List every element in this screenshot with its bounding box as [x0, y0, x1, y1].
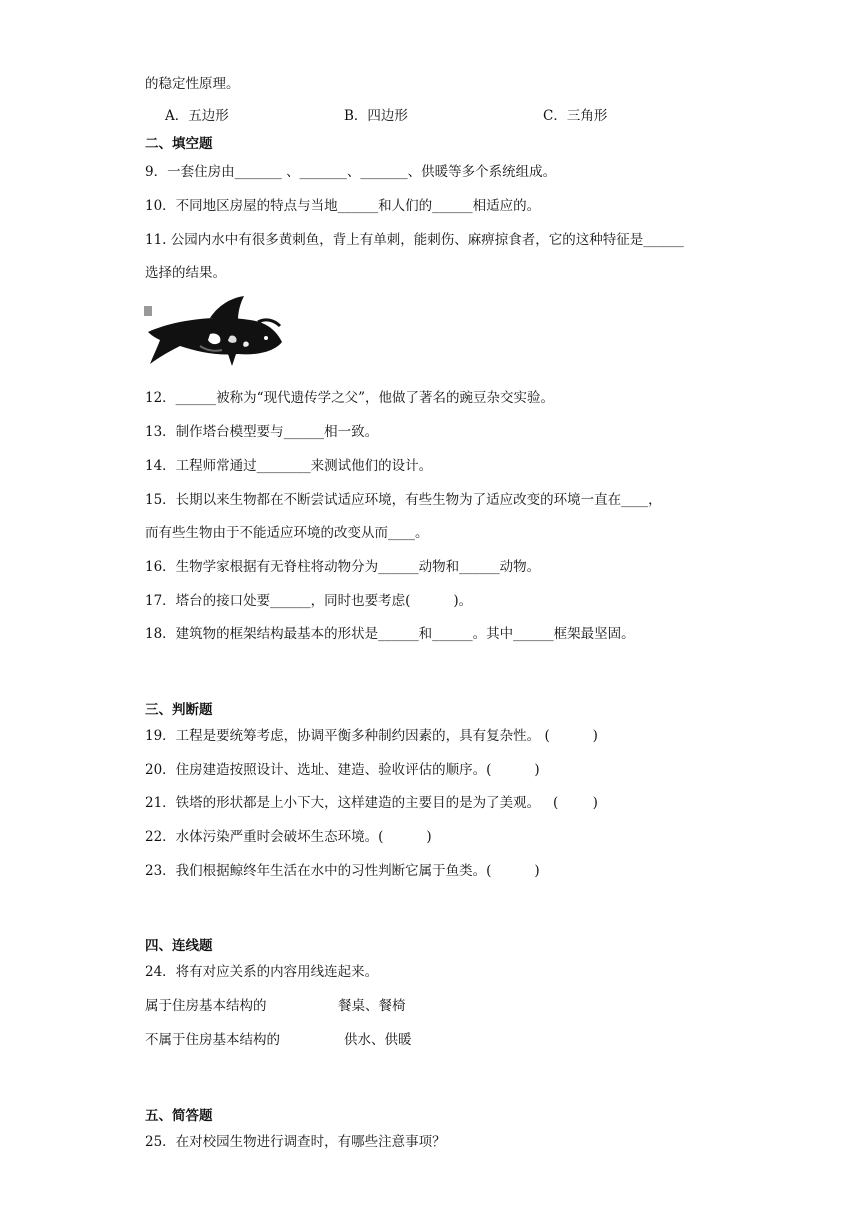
question-13: 13．制作塔台模型要与______相一致。 [145, 424, 379, 440]
question-16: 16．生物学家根据有无脊柱将动物分为______动物和______动物。 [145, 559, 541, 575]
q8-continuation: 的稳定性原理。 [145, 76, 240, 92]
section-title-matching: 四、连线题 [145, 938, 213, 954]
question-10: 10．不同地区房屋的特点与当地______和人们的______相适应的。 [145, 198, 541, 214]
q8-option-c: C．三角形 [543, 108, 608, 124]
question-15-line1: 15．长期以来生物都在不断尝试适应环境，有些生物为了适应改变的环境一直在____， [145, 492, 662, 508]
matching-right-item: 供水、供暖 [344, 1032, 412, 1048]
question-24: 24．将有对应关系的内容用线连起来。 [145, 964, 379, 980]
question-18: 18．建筑物的框架结构最基本的形状是______和______。其中______框架最坚固。 [145, 626, 635, 642]
question-11-line2: 选择的结果。 [145, 265, 226, 281]
matching-left-item: 不属于住房基本结构的 [145, 1032, 280, 1048]
section-title-short-answer: 五、简答题 [145, 1108, 213, 1124]
q8-option-b: B．四边形 [344, 108, 408, 124]
matching-left-item: 属于住房基本结构的 [145, 998, 267, 1014]
section-title-true-false: 三、判断题 [145, 702, 213, 718]
question-19: 19．工程是要统筹考虑，协调平衡多种制约因素的，具有复杂性。 ( ) [145, 728, 598, 744]
question-12: 12．______被称为“现代遗传学之父”，他做了著名的豌豆杂交实验。 [145, 390, 554, 406]
question-14: 14．工程师常通过________来测试他们的设计。 [145, 458, 433, 474]
fish-image [140, 292, 288, 374]
section-title-fill-in: 二、填空题 [145, 136, 213, 152]
question-21: 21．铁塔的形状都是上小下大，这样建造的主要目的是为了美观。 ( ) [145, 795, 598, 811]
question-11-line1: 11. 公园内水中有很多黄刺鱼，背上有单刺，能刺伤、麻痹掠食者，它的这种特征是______ [145, 232, 684, 248]
matching-right-item: 餐桌、餐椅 [338, 998, 406, 1014]
q8-option-a: A．五边形 [165, 108, 229, 124]
question-15-line2: 而有些生物由于不能适应环境的改变从而____。 [145, 525, 429, 541]
question-25: 25．在对校园生物进行调查时，有哪些注意事项？ [145, 1134, 446, 1150]
question-23: 23．我们根据鲸终年生活在水中的习性判断它属于鱼类。( ) [145, 863, 540, 879]
question-9: 9．一套住房由_______ 、_______、_______、供暖等多个系统组成。 [145, 164, 557, 180]
question-20: 20．住房建造按照设计、选址、建造、验收评估的顺序。( ) [145, 762, 540, 778]
question-22: 22．水体污染严重时会破坏生态环境。( ) [145, 829, 432, 845]
question-17: 17．塔台的接口处要______，同时也要考虑( )。 [145, 593, 473, 609]
